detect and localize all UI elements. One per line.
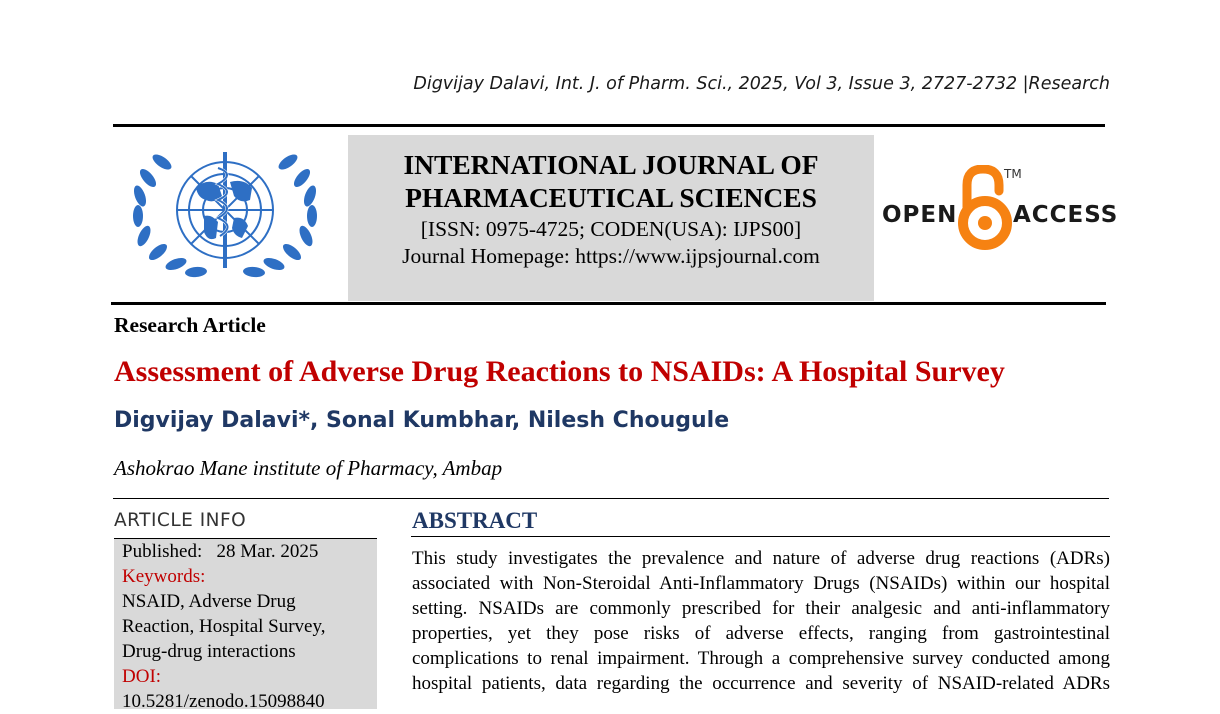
open-access-open-text: OPEN <box>882 202 958 228</box>
abstract-line: complications to renal impairment. Through a comprehensive survey conducted among <box>412 648 1110 669</box>
published-row <box>122 539 377 564</box>
abstract-heading: ABSTRACT <box>412 508 538 533</box>
keywords-line: NSAID, Adverse Drug <box>122 591 296 612</box>
abstract-line: This study investigates the prevalence and nature of adverse drug reactions (ADRs) <box>412 548 1110 569</box>
abstract-line: properties, yet they pose risks of adverse effects, ranging from gastrointestinal <box>412 623 1110 644</box>
keywords-line: Reaction, Hospital Survey, <box>122 616 326 637</box>
journal-homepage-link[interactable]: Journal Homepage: https://www.ijpsjournal.com <box>402 244 820 268</box>
section-divider <box>113 498 1109 499</box>
doi-link[interactable]: 10.5281/zenodo.15098840 <box>122 691 325 712</box>
abstract-rule <box>411 536 1110 537</box>
article-authors: Digvijay Dalavi*, Sonal Kumbhar, Nilesh Chougule <box>114 408 730 433</box>
article-title: Assessment of Adverse Drug Reactions to NSAIDs: A Hospital Survey <box>114 355 1005 388</box>
published-label: Published: <box>122 541 203 562</box>
doi-label: DOI: <box>122 666 162 687</box>
journal-title <box>348 148 874 214</box>
article-info-box <box>114 539 377 712</box>
keywords-line: Drug-drug interactions <box>122 641 296 662</box>
journal-issn: [ISSN: 0975-4725; CODEN(USA): IJPS00] <box>420 217 802 241</box>
journal-title-line2: PHARMACEUTICAL SCIENCES <box>405 182 817 213</box>
journal-emblem-icon <box>126 138 324 284</box>
trademark-mark: TM <box>1004 167 1022 181</box>
header-bottom-rule <box>111 302 1106 305</box>
article-type: Research Article <box>114 313 266 337</box>
journal-title-line1: INTERNATIONAL JOURNAL OF <box>403 149 819 180</box>
open-access-logo <box>880 165 1119 251</box>
published-date: 28 Mar. 2025 <box>216 541 319 562</box>
journal-header-box <box>348 135 874 301</box>
abstract-line: associated with Non-Steroidal Anti-Inflammatory Drugs (NSAIDs) within our hospital <box>412 573 1110 594</box>
article-affiliation: Ashokrao Mane institute of Pharmacy, Ambap <box>114 456 503 480</box>
citation-header: Digvijay Dalavi, Int. J. of Pharm. Sci., 2025, Vol 3, Issue 3, 2727-2732 |Research <box>413 74 1110 94</box>
abstract-line: setting. NSAIDs are commonly prescribed for their analgesic and anti-inflammatory <box>412 598 1110 619</box>
abstract-body <box>412 546 1110 696</box>
keywords-label: Keywords: <box>122 566 206 587</box>
open-access-access-text: ACCESS <box>1013 202 1119 228</box>
article-info-heading: ARTICLE INFO <box>114 510 247 531</box>
abstract-line: hospital patients, data regarding the occurrence and severity of NSAID-related ADRs <box>412 673 1110 694</box>
top-rule <box>113 124 1105 127</box>
